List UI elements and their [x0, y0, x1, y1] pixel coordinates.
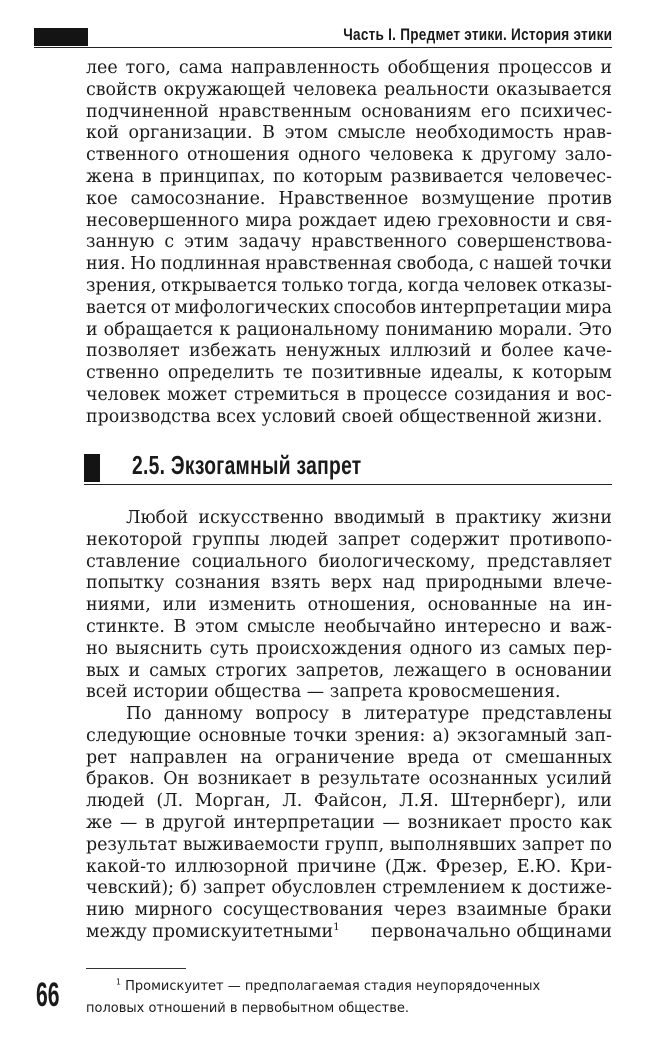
word: возникает	[407, 812, 502, 833]
paragraph-2	[86, 704, 612, 922]
line-text: первоначально общинами	[371, 922, 612, 942]
text-line	[86, 276, 612, 298]
word: стремиться	[233, 384, 340, 405]
word: важ-	[569, 616, 612, 637]
word: только	[281, 275, 344, 296]
text-line	[86, 254, 612, 276]
word: мира	[245, 210, 293, 231]
word: нашей	[493, 254, 554, 275]
word: вреда	[407, 747, 460, 768]
word: организации.	[128, 123, 253, 144]
word: из	[479, 638, 501, 659]
word: экзогамный	[456, 725, 568, 746]
word: необходимость	[415, 123, 554, 144]
word: мирного	[134, 900, 213, 921]
word: пониманию	[385, 319, 493, 340]
word: а)	[432, 725, 450, 746]
word: рождает	[298, 210, 378, 231]
word: морали.	[498, 319, 573, 340]
word: природными	[425, 573, 543, 594]
word: запрет	[521, 834, 585, 855]
word: верх	[330, 573, 372, 594]
word: нию	[86, 900, 125, 921]
word: другой	[162, 812, 226, 833]
word: направленность	[230, 58, 380, 78]
word: свя-	[575, 210, 612, 231]
text-line	[86, 682, 612, 704]
word: в	[495, 660, 506, 681]
word: мира	[565, 297, 612, 318]
word: развивается	[390, 166, 504, 187]
word: тогда,	[347, 275, 404, 296]
word: рациональному	[236, 319, 380, 340]
word: одного	[297, 145, 361, 166]
word: открывается	[160, 275, 278, 296]
word: и	[128, 660, 141, 681]
text-line	[86, 748, 612, 770]
word: браки	[557, 900, 612, 921]
word: психичес-	[520, 101, 612, 122]
word: в	[346, 384, 357, 405]
word: результате	[318, 769, 421, 790]
word: и	[557, 210, 570, 231]
word: рет	[86, 747, 118, 768]
line-text: между промискуитетными$^1$	[86, 922, 340, 942]
word: —	[119, 812, 138, 833]
text-line	[86, 595, 612, 617]
word: человека	[369, 145, 454, 166]
word: (Л.	[156, 791, 184, 812]
text-line	[86, 189, 612, 211]
word: влече-	[553, 573, 612, 594]
word: точки	[293, 725, 348, 746]
text-line	[86, 385, 612, 407]
section-heading: 2.5. Экзогамный запрет	[132, 450, 362, 480]
word: зап-	[574, 725, 612, 746]
word: ставление	[86, 551, 181, 572]
text-line	[86, 791, 612, 813]
word: групп,	[324, 834, 385, 855]
word: к	[510, 878, 522, 899]
word: от	[472, 747, 493, 768]
word: жизни	[551, 508, 612, 528]
word: данному	[164, 704, 243, 724]
word: зало-	[564, 145, 612, 166]
word: нравственного	[311, 232, 447, 253]
word: кой	[86, 123, 119, 144]
running-title: Часть I. Предмет этики. История этики	[343, 25, 612, 44]
word: или	[577, 791, 612, 812]
word: искусственно	[198, 508, 324, 528]
word: По	[126, 704, 152, 724]
word: запрет	[203, 878, 266, 899]
text-line	[86, 573, 612, 595]
word: отношения,	[307, 595, 416, 616]
word: какой-то	[86, 856, 167, 877]
word: точки	[557, 254, 612, 275]
word: созидания	[454, 384, 551, 405]
text-line	[86, 167, 612, 189]
word: может	[167, 384, 228, 405]
word: попытку	[86, 573, 165, 594]
word: зрения:	[354, 725, 426, 746]
text-line	[86, 769, 612, 791]
text-line	[86, 617, 612, 639]
word: ниями,	[86, 595, 151, 616]
text-line	[86, 320, 612, 342]
word: Морган,	[194, 791, 271, 812]
word: литературе	[363, 704, 470, 724]
text-line	[86, 211, 612, 233]
word: усилий	[546, 769, 612, 790]
word: интересно	[444, 616, 541, 637]
word: которым	[531, 363, 612, 384]
word: реальности	[384, 79, 490, 100]
word: ния.	[86, 254, 126, 275]
word: его	[480, 101, 511, 122]
word: основаниям	[361, 101, 472, 122]
word: определить	[167, 363, 275, 384]
word: над	[382, 573, 416, 594]
word: процессе	[363, 384, 448, 405]
section-rule	[84, 484, 612, 485]
word: человек	[463, 275, 538, 296]
word: этим	[184, 232, 229, 253]
word: ин-	[582, 595, 612, 616]
text-line	[86, 726, 612, 748]
word: лее	[86, 58, 118, 78]
page-number: 66	[36, 976, 60, 1014]
word: через	[393, 900, 447, 921]
word: в	[300, 769, 311, 790]
word: возмущение	[421, 188, 535, 209]
word: смысле	[246, 616, 316, 637]
word: пер-	[573, 638, 612, 659]
word: Е.Ю.	[516, 856, 562, 877]
word: запрет	[337, 529, 401, 550]
word: вается	[86, 297, 147, 318]
word: содержит	[410, 529, 500, 550]
footnote-marker: 1	[116, 977, 121, 987]
word: подлинная	[160, 254, 261, 275]
word: когда	[407, 275, 459, 296]
text-line	[86, 878, 612, 900]
word: окружающей	[163, 79, 286, 100]
text-line	[86, 813, 612, 835]
word: свойств	[86, 79, 157, 100]
word: по	[273, 166, 296, 187]
text-line	[86, 145, 612, 167]
word: с	[478, 254, 489, 275]
word: отказы-	[541, 275, 612, 296]
word: греховности	[437, 210, 552, 231]
word: запрета	[329, 682, 403, 703]
word: обращается	[103, 319, 214, 340]
word: вопросу	[255, 704, 329, 724]
word: с	[164, 232, 175, 253]
word: стремлением	[382, 878, 506, 899]
word: Но	[130, 254, 156, 275]
word: в	[141, 166, 152, 187]
word: некоторой	[86, 529, 183, 550]
word: же	[86, 812, 113, 833]
word: общества	[214, 682, 302, 703]
word: всей	[86, 682, 128, 703]
footnote-rule	[86, 968, 186, 969]
footnote-line	[86, 976, 612, 998]
word: браков.	[86, 769, 155, 790]
word: жена	[86, 166, 135, 187]
text-line	[86, 341, 612, 363]
word: взаимные	[456, 900, 548, 921]
text-line	[86, 298, 612, 320]
word: самосознание.	[130, 188, 266, 209]
text-line	[86, 123, 612, 145]
word: взять	[271, 573, 321, 594]
word: производства	[86, 406, 211, 427]
word: просто	[509, 812, 573, 833]
word: вос-	[576, 384, 612, 405]
word: нравственная	[265, 254, 393, 275]
word: или	[162, 595, 197, 616]
word: Он	[163, 769, 190, 790]
footnote-text: половых отношений в первобытном обществе.	[86, 1001, 410, 1016]
word: общественной	[399, 406, 532, 427]
word: в	[144, 812, 155, 833]
word: интерпретации	[233, 812, 375, 833]
word: против	[547, 188, 612, 209]
word: б)	[179, 878, 198, 899]
word: зрения,	[86, 275, 157, 296]
text-line	[86, 232, 612, 254]
word: строгих	[215, 660, 287, 681]
word: на	[549, 595, 572, 616]
word: обусловлен	[271, 878, 377, 899]
text-line	[86, 835, 612, 857]
word: нравственным	[218, 101, 352, 122]
word: но	[86, 638, 109, 659]
word: к	[512, 363, 524, 384]
word: которым	[302, 166, 383, 187]
word: в	[435, 508, 446, 528]
word: людей	[86, 791, 145, 812]
header-rule	[34, 47, 612, 48]
word: обобщения	[387, 58, 490, 78]
word: подчиненной	[86, 101, 209, 122]
word: несовершенного	[86, 210, 240, 231]
word: смысле	[337, 123, 406, 144]
word: кровосмешения.	[408, 682, 561, 703]
word: нрав-	[563, 123, 612, 144]
text-line	[86, 857, 612, 879]
word: изменить	[208, 595, 296, 616]
word: истории	[132, 682, 209, 703]
text-line	[86, 552, 612, 574]
word: процессов	[497, 58, 593, 78]
text-line	[86, 530, 612, 552]
word: смешанных	[505, 747, 612, 768]
text-line	[86, 639, 612, 661]
word: как	[579, 812, 612, 833]
word: основании	[514, 660, 612, 681]
word: Нравственное	[278, 188, 409, 209]
word: достиже-	[527, 878, 612, 899]
word: необычайно	[323, 616, 436, 637]
word: принципах,	[159, 166, 266, 187]
word: запретов,	[295, 660, 385, 681]
word: Фрезер,	[435, 856, 509, 877]
footnote-line	[86, 998, 612, 1020]
word: вводимый	[333, 508, 426, 528]
word: кое	[86, 188, 118, 209]
word: следующие	[86, 725, 192, 746]
word: противопо-	[509, 529, 612, 550]
word: и	[480, 341, 493, 362]
word: основанные	[427, 595, 538, 616]
word: выяснить	[115, 638, 203, 659]
word: и	[86, 319, 98, 340]
word: идеалы,	[430, 363, 504, 384]
paragraph-2-final-line	[86, 922, 612, 944]
word: лежащего	[393, 660, 487, 681]
text-line	[86, 363, 612, 385]
word: жизни.	[536, 406, 603, 427]
word: —	[382, 812, 400, 833]
footnote-reference[interactable]: 1	[333, 922, 340, 934]
paragraph-top	[86, 58, 612, 429]
word: суть	[209, 638, 249, 659]
word: этом	[284, 123, 328, 144]
word: оказывается	[496, 79, 612, 100]
word: человек	[86, 384, 161, 405]
word: результат	[86, 834, 178, 855]
word: свобода,	[396, 254, 475, 275]
word: и	[600, 58, 612, 78]
word: самых	[508, 638, 566, 659]
word: причине	[296, 856, 377, 877]
text-line	[86, 102, 612, 124]
word: этом	[194, 616, 239, 637]
paragraph-1	[86, 508, 612, 704]
word: своей	[341, 406, 394, 427]
word: ограничение	[274, 747, 395, 768]
word: отношения	[186, 145, 290, 166]
word: В	[173, 616, 187, 637]
text-line	[86, 900, 612, 922]
text-line	[86, 508, 612, 530]
word: В	[262, 123, 275, 144]
footnote-text: $^1$ Промискуитет — предполагаемая стадия неупорядоченных	[116, 977, 541, 994]
word: выживаемости	[182, 834, 320, 855]
text-line	[86, 407, 612, 429]
word: Л.	[282, 791, 303, 812]
word: по	[589, 834, 612, 855]
header-bar	[34, 28, 88, 46]
word: возникает	[197, 769, 292, 790]
word: каче-	[563, 341, 612, 362]
word: другому	[481, 145, 557, 166]
text-line	[86, 58, 612, 80]
word: всех	[216, 406, 256, 427]
word: (Дж.	[384, 856, 428, 877]
word: ственного	[86, 145, 179, 166]
word: занную	[86, 232, 155, 253]
word: мифологических	[174, 297, 330, 318]
word: к	[461, 145, 473, 166]
word: одного	[409, 638, 473, 659]
word: осознанных	[428, 769, 538, 790]
word: стинкте.	[86, 616, 165, 637]
word: происхождения	[256, 638, 403, 659]
word: представляет	[486, 551, 612, 572]
word: и	[549, 616, 562, 637]
text-line	[86, 704, 612, 726]
word: и	[557, 384, 570, 405]
word: в	[341, 704, 352, 724]
word: сосуществования	[222, 900, 384, 921]
word: людей	[269, 529, 329, 550]
word: самых	[149, 660, 207, 681]
word: Файсон,	[313, 791, 388, 812]
section-marker	[84, 454, 100, 482]
word: того,	[125, 58, 171, 78]
word: представлены	[481, 704, 612, 724]
word: Кри-	[569, 856, 612, 877]
word: идею	[383, 210, 432, 231]
text-line	[86, 80, 612, 102]
word: способов	[333, 297, 417, 318]
word: выполнявших	[389, 834, 517, 855]
word: иллюзорной	[174, 856, 289, 877]
word: интерпретации	[419, 297, 562, 318]
word: социального	[191, 551, 308, 572]
word: сама	[178, 58, 223, 78]
word: от	[150, 297, 171, 318]
word: на	[240, 747, 263, 768]
word: те	[282, 363, 303, 384]
word: вых	[86, 660, 120, 681]
word: группы	[192, 529, 260, 550]
word: иллюзий	[389, 341, 472, 362]
word: человека	[292, 79, 378, 100]
word: задачу	[238, 232, 302, 253]
word: направлен	[129, 747, 228, 768]
word: практику	[455, 508, 542, 528]
word: условий	[261, 406, 336, 427]
word: ственно	[86, 363, 160, 384]
word: к	[219, 319, 231, 340]
word: сознания	[174, 573, 261, 594]
word: Л.Я.	[399, 791, 439, 812]
word: Любой	[126, 508, 189, 528]
word: чевский);	[86, 878, 175, 899]
word: —	[306, 682, 325, 703]
word: человечес-	[511, 166, 612, 187]
word: Штернберг),	[450, 791, 567, 812]
footnote	[86, 976, 612, 1020]
word: позволяет	[86, 341, 180, 362]
word: биологическому,	[318, 551, 476, 572]
word: основные	[198, 725, 287, 746]
word: позитивные	[311, 363, 422, 384]
word: более	[501, 341, 554, 362]
word: Это	[578, 319, 612, 340]
word: избежать	[188, 341, 277, 362]
word: совершенствова-	[456, 232, 612, 253]
text-line	[86, 661, 612, 683]
word: ненужных	[285, 341, 381, 362]
